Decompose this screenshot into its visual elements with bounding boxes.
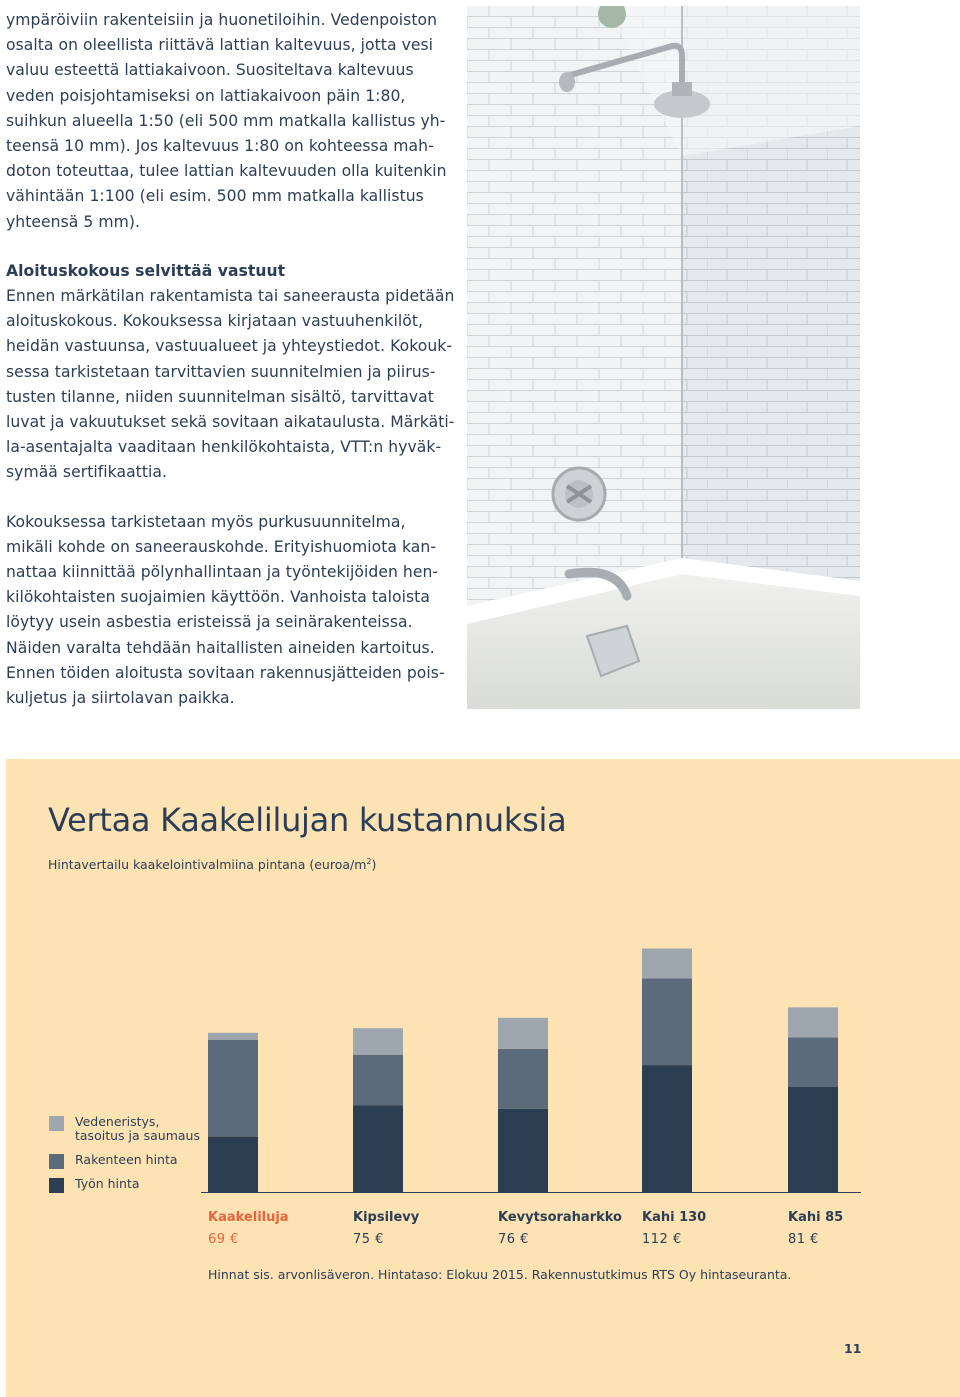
text-line: mikäli kohde on saneerauskohde. Erityishuomiota kan-: [6, 537, 437, 556]
bar-segment-4-0: [788, 1087, 838, 1192]
bar-segment-0-2: [208, 1033, 258, 1040]
bar-segment-1-0: [353, 1105, 403, 1192]
bar-segment-0-0: [208, 1137, 258, 1192]
bar-segment-4-2: [788, 1007, 838, 1037]
text-line: kuljetus ja siirtolavan paikka.: [6, 689, 235, 708]
category-label: Kipsilevy: [353, 1210, 420, 1225]
text-line: aloituskokous. Kokouksessa kirjataan vastuuhenkilöt,: [6, 312, 424, 331]
price-label: 69 €: [208, 1232, 239, 1247]
bar-segment-0-1: [208, 1040, 258, 1137]
panel-title: Vertaa Kaakelilujan kustannuksia: [48, 801, 567, 839]
text-line: valuu esteettä lattiakaivoon. Suositeltava kaltevuus: [6, 61, 414, 80]
text-line: teensä 10 mm). Jos kaltevuus 1:80 on kohteessa mah-: [6, 137, 434, 156]
legend-item-waterproofing: Vedeneristys, tasoitus ja saumaus: [49, 1115, 200, 1143]
paragraph-floor-slope: [6, 8, 446, 235]
text-line: symää sertifikaattia.: [6, 463, 167, 482]
category-label: Kahi 130: [642, 1210, 707, 1225]
bar-segment-1-2: [353, 1028, 403, 1055]
bar-segment-3-1: [642, 979, 692, 1066]
text-line: ympäröiviin rakenteisiin ja huonetiloihin. Vedenpoiston: [6, 11, 438, 29]
text-line: heidän vastuunsa, vastuualueet ja yhteystiedot. Kokouk-: [6, 337, 453, 356]
price-label: 75 €: [353, 1232, 384, 1247]
text-line: luvat ja vakuutukset sekä sovitaan aikataulusta. Märkäti-: [6, 413, 455, 432]
price-comparison-panel: [6, 759, 960, 1397]
category-label: Kahi 85: [788, 1210, 844, 1225]
bar-segment-4-1: [788, 1037, 838, 1087]
bathroom-photo: [467, 6, 860, 709]
bar-segment-2-0: [498, 1109, 548, 1192]
category-label: Kaakeliluja: [208, 1210, 289, 1225]
text-line: Ennen töiden aloitusta sovitaan rakennusjätteiden pois-: [6, 663, 445, 682]
price-note: Hinnat sis. arvonlisäveron. Hintataso: Elokuu 2015. Rakennustutkimus RTS Oy hintaseuranta.: [208, 1267, 792, 1282]
legend-item-labor: Työn hinta: [49, 1177, 200, 1191]
legend-swatch: [49, 1178, 64, 1193]
bar-segment-1-1: [353, 1055, 403, 1106]
page-number: 11: [844, 1341, 862, 1356]
bar-segment-3-2: [642, 949, 692, 979]
text-line: kilökohtaisten suojaimien käyttöön. Vanhoista taloista: [6, 588, 430, 607]
text-line: osalta on oleellista riittävä lattian kaltevuus, jotta vesi: [6, 36, 434, 55]
text-line: Kokouksessa tarkistetaan myös purkusuunnitelma,: [6, 512, 406, 531]
legend-item-structure: Rakenteen hinta: [49, 1153, 200, 1167]
price-label: 76 €: [498, 1232, 529, 1247]
text-line: vähintään 1:100 (eli esim. 500 mm matkalla kallistus: [6, 187, 424, 206]
paragraph-demolition-plan: [6, 510, 446, 712]
text-line: yhteensä 5 mm).: [6, 212, 140, 231]
panel-subtitle: Hintavertailu kaakelointivalmiina pintana $(euroa/m^2)$: [48, 857, 377, 873]
price-label: 112 €: [642, 1232, 682, 1247]
section-heading: Aloituskokous selvittää vastuut: [6, 261, 286, 280]
text-line: sessa tarkistetaan tarvittavien suunnitelmien ja piirus-: [6, 362, 436, 381]
article-text: [6, 8, 455, 711]
bar-segment-3-0: [642, 1065, 692, 1192]
category-label: Kevytsoraharkko: [498, 1210, 622, 1225]
text-line: veden poisjohtamiseksi on lattiakaivoon päin 1:80,: [6, 86, 406, 105]
legend-swatch: [49, 1116, 64, 1131]
text-line: löytyy usein asbestia eristeissä ja seinärakenteissa.: [6, 613, 413, 632]
bar-segment-2-1: [498, 1049, 548, 1109]
text-line: Ennen märkätilan rakentamista tai saneerausta pidetään: [6, 287, 455, 306]
text-line: tusten tilanne, niiden suunnitelman sisältö, tarvittavat: [6, 387, 434, 406]
text-line: nattaa kiinnittää pölynhallintaan ja työntekijöiden hen-: [6, 563, 439, 582]
text-line: Näiden varalta tehdään haitallisten aineiden kartoitus.: [6, 638, 435, 657]
legend-swatch: [49, 1154, 64, 1169]
text-line: suihkun alueella 1:50 (eli 500 mm matkalla kallistus yh-: [6, 111, 446, 130]
price-label: 81 €: [788, 1232, 819, 1247]
paragraph-kickoff-meeting: [6, 259, 455, 486]
bar-segment-2-2: [498, 1018, 548, 1049]
text-line: la-asentajalta vaaditaan henkilökohtaista, VTT:n hyväk-: [6, 438, 442, 457]
chart-legend: [49, 1115, 200, 1191]
text-line: doton toteuttaa, tulee lattian kaltevuuden olla kuitenkin: [6, 162, 447, 181]
